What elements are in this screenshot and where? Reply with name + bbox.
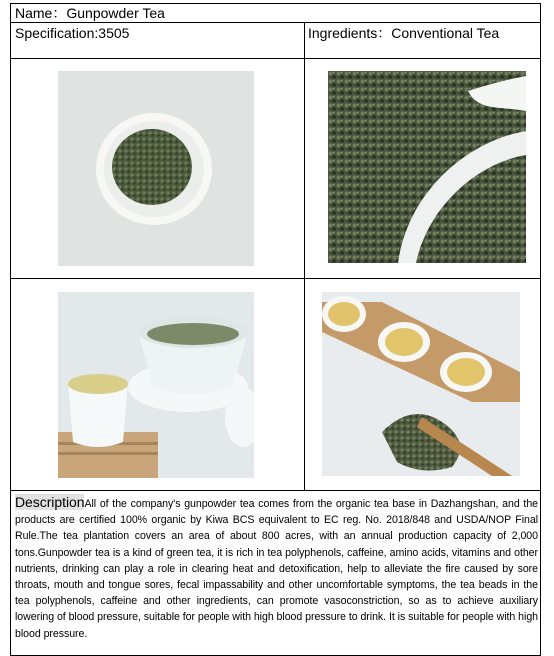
tea-cups-on-tray-with-scoop-photo bbox=[322, 292, 520, 476]
spec-label: Specification: bbox=[15, 25, 99, 41]
gunpowder-tea-leaves-closeup-photo bbox=[328, 71, 526, 263]
brewed-tea-cups-photo bbox=[58, 292, 254, 478]
row-divider bbox=[11, 490, 540, 491]
description-text: All of the company's gunpowder tea comes from the organic tea base in Dazhangshan, and the products are certified 100% organic by Kiwa BCS equivalent to EC reg. No. 2018/848 and USDA/NOP Final Rule.The tea plantation covers an area of about 800 acres, with an annual production capacity of 2,000 tons.Gunpowder tea is a kind of green tea, it is rich in tea polyphenols, caffeine, amino acids, vitamins and other nutrients, drinking can play a role in clearing heat and detoxification, help to alleviate the fire caused by sore throats, mouth and tongue sores, fecal impassability and other uncomfortable symptoms, the tea beads in the tea polyphenols, caffeine and other ingredients, can promote vasoconstriction, so as to achieve auxiliary lowering of blood pressure, suitable for people with high blood pressure to drink. It is suitable for people with high blood pressure. bbox=[15, 498, 538, 640]
ingredients-cell bbox=[308, 24, 499, 42]
gunpowder-tea-leaves-in-dish-photo bbox=[58, 71, 254, 266]
ingredients-label: Ingredients： bbox=[308, 25, 392, 41]
ingredients-value: Conventional Tea bbox=[391, 25, 500, 41]
row-divider bbox=[11, 22, 540, 23]
description-cell bbox=[15, 494, 538, 642]
description-label: Description bbox=[15, 494, 85, 510]
product-name-cell bbox=[15, 4, 165, 22]
row-divider bbox=[11, 278, 540, 279]
column-divider bbox=[304, 22, 305, 491]
name-label: Name： bbox=[15, 5, 67, 21]
name-value: Gunpowder Tea bbox=[66, 5, 165, 21]
specification-cell bbox=[15, 24, 129, 42]
spec-value: 3505 bbox=[98, 25, 130, 41]
product-spec-sheet bbox=[10, 3, 541, 656]
row-divider bbox=[11, 58, 540, 59]
